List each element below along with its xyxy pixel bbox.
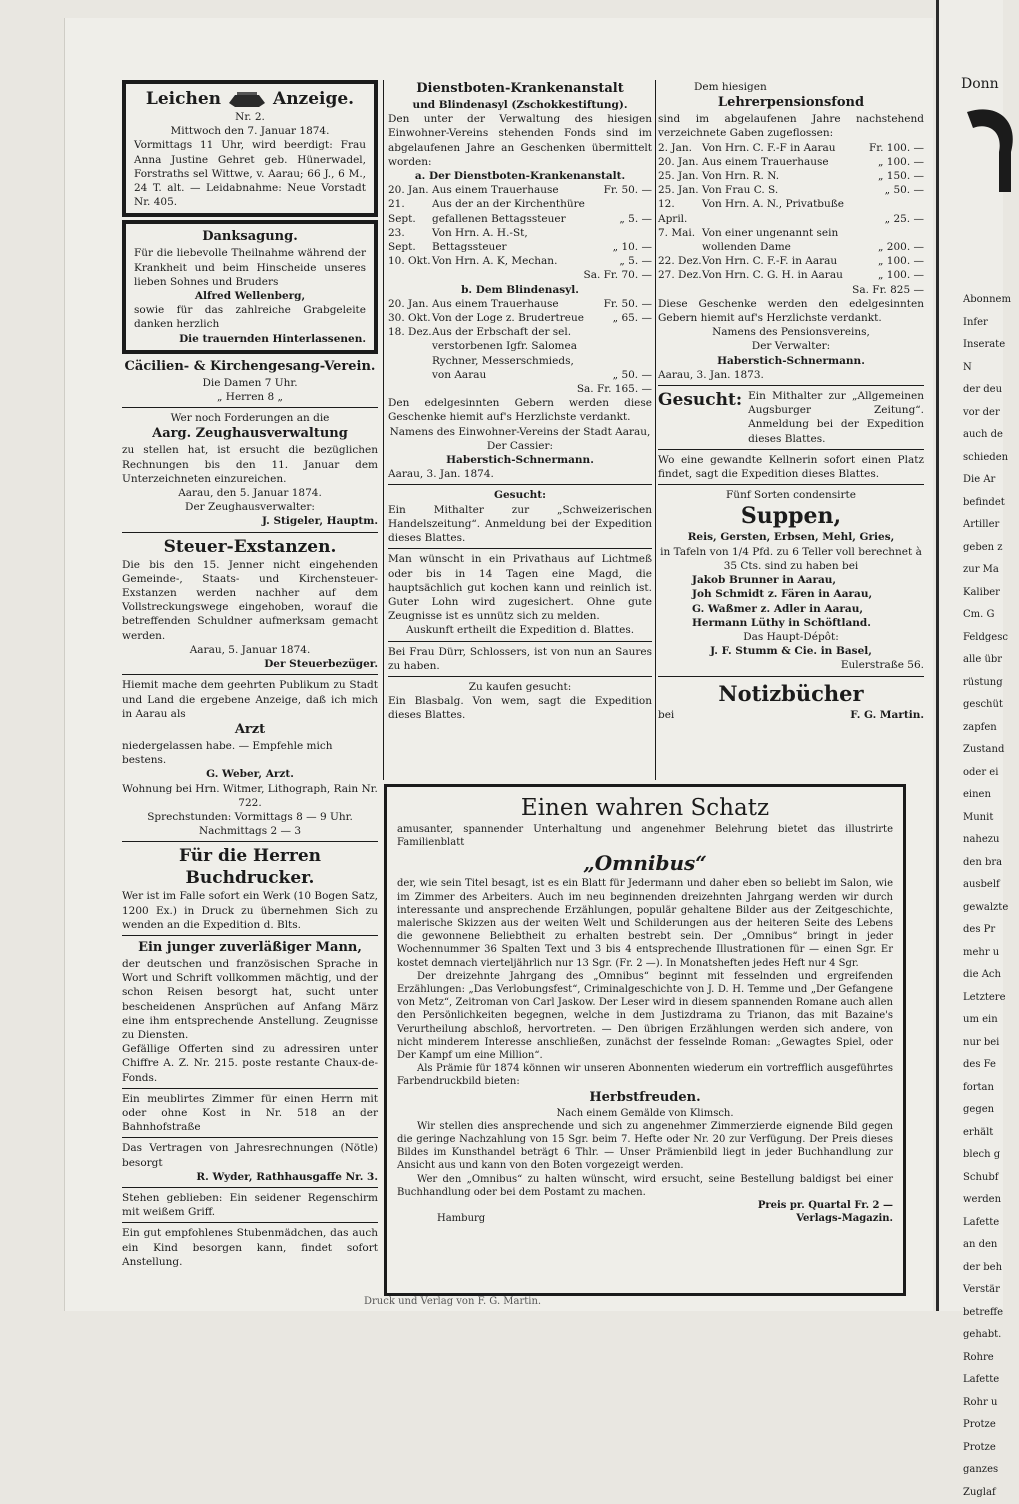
next-page-line: gegen — [963, 1099, 1003, 1122]
next-page-line: fortan — [963, 1077, 1003, 1100]
omnibus-ad — [384, 784, 906, 1296]
zeughaus-intro: Wer noch Forderungen an die — [122, 411, 378, 425]
leichen-title-left: Leichen — [146, 88, 221, 110]
danksagung-body2: sowie für das zahlreiche Grabgeleite danken herzlich — [134, 303, 366, 331]
mann-title: Ein junger zuverläßiger Mann, — [122, 939, 378, 957]
donation-row — [658, 197, 924, 225]
donation-text: Von Hrn. A. H.-St, Bettagssteuer — [432, 226, 586, 254]
donation-amount: „ 5. — — [586, 254, 652, 268]
seller-line: G. Waßmer z. Adler in Aarau, — [692, 602, 924, 616]
donation-row — [658, 254, 924, 268]
next-page-line: Rohre — [963, 1347, 1003, 1370]
donation-date: 20. Jan. — [388, 297, 432, 311]
next-page-line: Munit — [963, 807, 1003, 830]
vertragen-sig: R. Wyder, Rathhausgaffe Nr. 3. — [122, 1170, 378, 1184]
buchdrucker-title: Für die Herren Buchdrucker. — [122, 845, 378, 889]
donation-amount: „ 10. — — [586, 240, 652, 254]
donation-text: Von Hrn. A. N., Privatbuße — [702, 197, 858, 225]
zeughaus-title: Aarg. Zeughausverwaltung — [122, 425, 378, 443]
next-page-line: gewalzte — [963, 897, 1003, 920]
magd-info: Auskunft ertheilt die Expedition d. Blattes. — [388, 623, 652, 637]
leichen-date: Mittwoch den 7. Januar 1874. — [134, 124, 366, 138]
zeughaus-date: Aarau, den 5. Januar 1874. — [122, 486, 378, 500]
omnibus-p4: Wir stellen dies ansprechende und sich zu angenehmer Zimmerzierde eignende Bild gegen die geringe Nachzahlung von 15 Sgr. beim 7. Hefte oder Nr. 20 zur Verfügung. Der Preis dieses Bildes im Kunsthandel beträgt 6 Thlr. — Unser Prämienbild liegt in jeder Buchhandlung zur Ansicht aus und kann von den Boten vorgezeigt werden. — [397, 1120, 893, 1173]
donation-row — [658, 268, 924, 282]
donation-date: 2. Jan. — [658, 141, 702, 155]
next-page-line: Verstär — [963, 1279, 1003, 1302]
next-page-line: Die Ar — [963, 469, 1003, 492]
donation-row — [658, 141, 924, 155]
dienst-title: Dienstboten-Krankenanstalt — [388, 80, 652, 98]
buchdrucker-body: Wer ist im Falle sofort ein Werk (10 Bogen Satz, 1200 Ex.) in Druck zu übernehmen Sich zu wenden an die Expedition d. Blts. — [122, 889, 378, 932]
donation-text: Von Frau C. S. — [702, 183, 858, 197]
arzt-title: Arzt — [122, 721, 378, 739]
omnibus-publisher: Verlags-Magazin. — [796, 1212, 893, 1225]
steuer-sig: Der Steuerbezüger. — [122, 657, 378, 671]
dienst-date: Aarau, 3. Jan. 1874. — [388, 467, 652, 481]
divider — [658, 484, 924, 485]
donation-text: Von Hrn. R. N. — [702, 169, 858, 183]
stube-ad: Ein gut empfohlenes Stubenmädchen, das auch ein Kind besorgen kann, findet sofort Anstellung. — [122, 1226, 378, 1269]
next-page-line: schieden — [963, 447, 1003, 470]
divider — [122, 532, 378, 533]
schirm-ad: Stehen geblieben: Ein seidener Regenschirm mit weißem Griff. — [122, 1191, 378, 1219]
donation-date: 22. Dez. — [658, 254, 702, 268]
gesucht-title: Gesucht: — [658, 389, 742, 411]
donation-amount: „ 200. — — [858, 240, 924, 254]
next-page-line: Feldgesc — [963, 627, 1003, 650]
next-page-line: Lafette — [963, 1369, 1003, 1392]
column-3 — [658, 80, 924, 722]
omnibus-intro: amusanter, spannender Unterhaltung und angenehmer Belehrung bietet das illustrirte Familienblatt — [397, 823, 893, 849]
omnibus-price: Preis pr. Quartal Fr. 2 — — [397, 1199, 893, 1212]
next-page-line: an den — [963, 1234, 1003, 1257]
suppen-depot-name: J. F. Stumm & Cie. in Basel, — [658, 644, 924, 658]
mann-body: der deutschen und französischen Sprache in Wort und Schrift vollkommen mächtig, und der schon Reisen besorgt hat, sucht unter bescheidenen Ansprüchen auf Anfang März eine ihm entsprechende Anstellung. Zeugnisse zu Diensten. — [122, 957, 378, 1042]
donation-date: 21. Sept. — [388, 197, 432, 225]
next-page-line: auch de — [963, 424, 1003, 447]
donation-text: Von Hrn. C. F.-F in Aarau — [702, 141, 858, 155]
dienst-sig1: Namens des Einwohner-Vereins der Stadt Aarau, — [388, 425, 652, 439]
donation-row — [388, 183, 652, 197]
caecilien-line1: Die Damen 7 Uhr. — [122, 376, 378, 390]
next-page-line: Zuglaf — [963, 1482, 1003, 1504]
dienst-list-a — [388, 183, 652, 268]
notiz-pre: bei — [658, 708, 674, 722]
divider — [658, 449, 924, 450]
donation-row — [388, 325, 652, 382]
arzt-body2: niedergelassen habe. — Empfehle mich bestens. — [122, 739, 378, 767]
donation-amount: „ 100. — — [858, 254, 924, 268]
donation-row — [388, 311, 652, 325]
next-page-line: erhält — [963, 1122, 1003, 1145]
next-page-fragment — [936, 0, 1003, 1311]
steuer-date: Aarau, 5. Januar 1874. — [122, 643, 378, 657]
next-page-line: befindet — [963, 492, 1003, 515]
leichen-number: Nr. 2. — [134, 110, 366, 124]
divider — [658, 385, 924, 386]
next-page-line: der beh — [963, 1257, 1003, 1280]
dienst-thanks: Den edelgesinnten Gebern werden diese Geschenke hiemit auf's Herzlichste verdankt. — [388, 396, 652, 424]
next-page-line: Kaliber — [963, 582, 1003, 605]
donation-text: Von Hrn. A. K, Mechan. — [432, 254, 586, 268]
next-page-line: Inserate — [963, 334, 1003, 357]
divider — [122, 1088, 378, 1089]
dienst-sum-b: Sa. Fr. 165. — — [388, 382, 652, 396]
donation-text: Von der Loge z. Brudertreue — [432, 311, 586, 325]
divider — [122, 935, 378, 936]
donation-text: Aus der an der Kirchenthüre gefallenen Bettagssteuer — [432, 197, 586, 225]
coffin-icon — [227, 89, 267, 109]
dienst-sum-a: Sa. Fr. 70. — — [388, 268, 652, 282]
donation-row — [388, 297, 652, 311]
next-page-line: vor der — [963, 402, 1003, 425]
danksagung-name: Alfred Wellenberg, — [134, 289, 366, 303]
next-page-line: mehr u — [963, 942, 1003, 965]
donation-amount: Fr. 50. — — [586, 297, 652, 311]
divider — [122, 841, 378, 842]
donation-date: 27. Dez. — [658, 268, 702, 282]
donation-amount: „ 25. — — [858, 212, 924, 226]
next-page-line: blech g — [963, 1144, 1003, 1167]
donation-date: 20. Jan. — [658, 155, 702, 169]
donation-amount: „ 150. — — [858, 169, 924, 183]
donation-amount: „ 5. — — [586, 212, 652, 226]
saures-ad: Bei Frau Dürr, Schlossers, ist von nun an Saures zu haben. — [388, 645, 652, 673]
gesucht-ad — [658, 389, 924, 446]
arzt-address: Wohnung bei Hrn. Witmer, Lithograph, Rain Nr. 722. — [122, 782, 378, 810]
zeughaus-sig: J. Stigeler, Hauptm. — [122, 514, 378, 528]
masthead-fragment — [939, 92, 1003, 219]
suppen-depot: Das Haupt-Dépôt: — [658, 630, 924, 644]
donation-text: Aus der Erbschaft der sel. verstorbenen Igfr. Salomea Rychner, Messerschmieds, von Aarau — [432, 325, 586, 382]
steuer-title: Steuer-Exstanzen. — [122, 536, 378, 558]
next-page-line: die Ach — [963, 964, 1003, 987]
next-page-line: Cm. G — [963, 604, 1003, 627]
donation-date: 25. Jan. — [658, 183, 702, 197]
next-page-line: nur bei — [963, 1032, 1003, 1055]
lehrer-sum: Sa. Fr. 825 — — [658, 283, 924, 297]
dienst-list-b — [388, 297, 652, 382]
divider — [122, 1137, 378, 1138]
omnibus-head: Einen wahren Schatz — [397, 793, 893, 823]
donation-row — [658, 226, 924, 254]
donation-row — [388, 254, 652, 268]
column-rule — [655, 80, 656, 780]
next-page-line: Protze — [963, 1437, 1003, 1460]
lehrer-list — [658, 141, 924, 283]
leichen-body: Vormittags 11 Uhr, wird beerdigt: Frau Anna Justine Gehret geb. Hünerwadel, Forstraths sel Wittwe, v. Aarau; 66 J., 6 M., 24 T. alt. — Leidabnahme: Neue Vorstadt Nr. 405. — [134, 138, 366, 209]
divider — [388, 484, 652, 485]
divider — [122, 674, 378, 675]
donation-amount: „ 65. — — [586, 311, 652, 325]
suppen-sellers — [658, 573, 924, 630]
magd-body: Man wünscht in ein Privathaus auf Lichtmeß oder bis in 14 Tagen eine Magd, die hauptsächlich gut kochen kann und reinlich ist. Guter Lohn wird zugesichert. Ohne gute Zeugnisse ist es unnütz sich zu melden. — [388, 552, 652, 623]
danksagung-title: Danksagung. — [134, 228, 366, 246]
omnibus-p3: Als Prämie für 1874 können wir unseren Abonnenten wiederum ein vortrefflich ausgeführtes Farbendruckbild bieten: — [397, 1062, 893, 1088]
lehrer-date: Aarau, 3. Jan. 1873. — [658, 368, 924, 382]
lehrer-sig2: Der Verwalter: — [658, 339, 924, 353]
divider — [388, 641, 652, 642]
next-page-line: zur Ma — [963, 559, 1003, 582]
suppen-sub: Reis, Gersten, Erbsen, Mehl, Gries, — [658, 530, 924, 544]
arzt-hours: Sprechstunden: Vormittags 8 — 9 Uhr. Nachmittags 2 — 3 — [122, 810, 378, 838]
donation-date: 30. Okt. — [388, 311, 432, 325]
donation-amount: „ 50. — — [586, 368, 652, 382]
donation-row — [658, 155, 924, 169]
donation-date: 20. Jan. — [388, 183, 432, 197]
next-page-head: Donn — [939, 0, 1003, 92]
next-page-line: Infer — [963, 312, 1003, 335]
suppen-intro: Fünf Sorten condensirte — [658, 488, 924, 502]
omnibus-p5: Wer den „Omnibus“ zu halten wünscht, wird ersucht, seine Bestellung baldigst bei einer Buchhandlung oder bei dem Postamt zu machen. — [397, 1173, 893, 1199]
next-page-line: Abonnem — [963, 289, 1003, 312]
divider — [122, 407, 378, 408]
imprint: Druck und Verlag von F. G. Martin. — [364, 1296, 541, 1307]
donation-text: Von einer ungenannt sein wollenden Dame — [702, 226, 858, 254]
next-page-line: den bra — [963, 852, 1003, 875]
next-page-line: N — [963, 357, 1003, 380]
donation-amount: „ 50. — — [858, 183, 924, 197]
blasbalg-title: Zu kaufen gesucht: — [388, 680, 652, 694]
donation-date: 18. Dez. — [388, 325, 432, 382]
column-1 — [122, 80, 378, 1269]
column-rule — [383, 80, 384, 780]
next-page-line: Rohr u — [963, 1392, 1003, 1415]
dienst-sec-b: b. Dem Blindenasyl. — [388, 283, 652, 297]
lehrer-thanks: Diese Geschenke werden den edelgesinnten Gebern hiemit auf's Herzlichste verdankt. — [658, 297, 924, 325]
blasbalg-body: Ein Blasbalg. Von wem, sagt die Expedition dieses Blattes. — [388, 694, 652, 722]
next-page-line: zapfen — [963, 717, 1003, 740]
gesucht-title: Gesucht: — [388, 488, 652, 502]
donation-amount: Fr. 50. — — [586, 183, 652, 197]
omnibus-premium: Herbstfreuden. — [397, 1089, 893, 1107]
gesucht-body: Ein Mithalter zur „Schweizerischen Handelszeitung“. Anmeldung bei der Expedition dieses Blattes. — [388, 503, 652, 546]
donation-row — [658, 183, 924, 197]
divider — [122, 1187, 378, 1188]
donation-amount: „ 100. — — [858, 155, 924, 169]
divider — [122, 1222, 378, 1223]
omnibus-p1: der, wie sein Titel besagt, ist es ein Blatt für Jedermann und daher eben so beliebt im Salon, wie im Zimmer des Arbeiters. Auch im neu beginnenden dreizehnten Jahrgang werden wir durch interessante und ansprechende Erzählungen, populär gehaltene Bilder aus der Zeitgeschichte, malerische Skizzen aus der weiten Welt und Schilderungen aus der heiteren Seite des Lebens die gewonnene Beliebtheit zu erhalten bestrebt sein. Der „Omnibus“ bringt in jeder Wochennummer 36 Spalten Text und 3 bis 4 entsprechende Illustrationen für — einen Sgr. Er kostet demnach vierteljährlich nur 13 Sgr. (Fr. 2 —). In Monatsheften jedes Heft nur 4 Sgr. — [397, 877, 893, 969]
donation-date: 23. Sept. — [388, 226, 432, 254]
danksagung-sig: Die trauernden Hinterlassenen. — [134, 332, 366, 346]
donation-text: Aus einem Trauerhause — [432, 297, 586, 311]
divider — [388, 548, 652, 549]
column-2 — [388, 80, 652, 723]
caecilien-title: Cäcilien- & Kirchengesang-Verein. — [122, 358, 378, 376]
divider — [658, 676, 924, 677]
zeughaus-body: zu stellen hat, ist ersucht die bezüglichen Rechnungen bis den 11. Januar dem Unterzeichneten einzureichen. — [122, 443, 378, 486]
next-page-line: ausbelf — [963, 874, 1003, 897]
omnibus-title: „Omnibus“ — [397, 849, 893, 877]
leichen-title-right: Anzeige. — [273, 88, 354, 110]
next-page-line: rüstung — [963, 672, 1003, 695]
seller-line: Hermann Lüthy in Schöftland. — [692, 616, 924, 630]
vertragen-body: Das Vertragen von Jahresrechnungen (Nötle) besorgt — [122, 1141, 378, 1169]
donation-amount: Fr. 100. — — [858, 141, 924, 155]
lehrer-intro: Dem hiesigen — [658, 80, 924, 94]
donation-row — [388, 197, 652, 225]
lehrer-sig1: Namens des Pensionsvereins, — [658, 325, 924, 339]
dienst-subtitle: und Blindenasyl (Zschokkestiftung). — [388, 98, 652, 112]
divider — [388, 676, 652, 677]
next-page-line: geben z — [963, 537, 1003, 560]
donation-text: Aus einem Trauerhause — [432, 183, 586, 197]
leichen-anzeige — [122, 80, 378, 217]
suppen-depot-addr: Eulerstraße 56. — [658, 658, 924, 672]
danksagung — [122, 220, 378, 353]
notiz-line — [658, 708, 924, 722]
donation-row — [658, 169, 924, 183]
next-page-line: einen — [963, 784, 1003, 807]
next-page-line: Lafette — [963, 1212, 1003, 1235]
next-page-lines — [939, 289, 1003, 1504]
next-page-line: Zustand — [963, 739, 1003, 762]
next-page-line: geschüt — [963, 694, 1003, 717]
next-page-line: Letztere — [963, 987, 1003, 1010]
seller-line: Jakob Brunner in Aarau, — [692, 573, 924, 587]
next-page-line: des Fe — [963, 1054, 1003, 1077]
dienst-sec-a: a. Der Dienstboten-Krankenanstalt. — [388, 169, 652, 183]
omnibus-sign — [397, 1212, 893, 1225]
arzt-body: Hiemit mache dem geehrten Publikum zu Stadt und Land die ergebene Anzeige, daß ich mich in Aarau als — [122, 678, 378, 721]
next-page-line: nahezu — [963, 829, 1003, 852]
donation-text: Von Hrn. C. F.-F. in Aarau — [702, 254, 858, 268]
donation-text: Von Hrn. C. G. H. in Aarau — [702, 268, 858, 282]
next-page-line: alle übr — [963, 649, 1003, 672]
steuer-body: Die bis den 15. Jenner nicht eingehenden Gemeinde-, Staats- und Kirchensteuer-Exstanzen werden nachher auf dem Vollstreckungswege eingehoben, worauf die betreffenden Schuldner aufmerksam gemacht werden. — [122, 558, 378, 643]
zeughaus-role: Der Zeughausverwalter: — [122, 500, 378, 514]
donation-date: 25. Jan. — [658, 169, 702, 183]
dienst-intro: Den unter der Verwaltung des hiesigen Einwohner-Vereins stehenden Fonds sind im abgelaufenen Jahre an Geschenken übermittelt worden: — [388, 112, 652, 169]
next-page-line: um ein — [963, 1009, 1003, 1032]
next-page-line: des Pr — [963, 919, 1003, 942]
donation-date: 10. Okt. — [388, 254, 432, 268]
donation-date: 7. Mai. — [658, 226, 702, 254]
lehrer-sig3: Haberstich-Schnermann. — [658, 354, 924, 368]
next-page-line: ganzes — [963, 1459, 1003, 1482]
notiz-sig: F. G. Martin. — [850, 708, 924, 722]
lehrer-intro2: sind im abgelaufenen Jahre nachstehend verzeichnete Gaben zugeflossen: — [658, 112, 924, 140]
dienst-sig2: Der Cassier: — [388, 439, 652, 453]
mann-body2: Gefällige Offerten sind zu adressiren unter Chiffre A. Z. Nr. 215. poste restante Chaux-de-Fonds. — [122, 1042, 378, 1085]
suppen-body: in Tafeln von 1/4 Pfd. zu 6 Teller voll berechnet à 35 Cts. sind zu haben bei — [658, 545, 924, 573]
arzt-sig: G. Weber, Arzt. — [122, 767, 378, 781]
next-page-line: werden — [963, 1189, 1003, 1212]
zimmer-ad: Ein meublirtes Zimmer für einen Herrn mit oder ohne Kost in Nr. 518 an der Bahnhofstraße — [122, 1092, 378, 1135]
next-page-line: betreffe — [963, 1302, 1003, 1325]
danksagung-body: Für die liebevolle Theilnahme während der Krankheit und beim Hinscheide unseres lieben Sohnes und Bruders — [134, 246, 366, 289]
next-page-line: Schubf — [963, 1167, 1003, 1190]
notiz-title: Notizbücher — [658, 680, 924, 708]
seller-line: Joh Schmidt z. Fären in Aarau, — [692, 587, 924, 601]
next-page-line: gehabt. — [963, 1324, 1003, 1347]
donation-row — [388, 226, 652, 254]
omnibus-place: Hamburg — [397, 1212, 485, 1225]
next-page-line: oder ei — [963, 762, 1003, 785]
omnibus-p2: Der dreizehnte Jahrgang des „Omnibus“ beginnt mit fesselnden und ergreifenden Erzählungen: „Das Verlobungsfest“, Criminalgeschichte von J. D. H. Temme und „Der Gefangene von Metz“, Zeitroman von Carl Jaskow. Der Leser wird in diesem spannenden Romane auch allen den Persönlichkeiten begegnen, welche in dem Justizdrama zu Trianon, das mit Bazaine's Verurtheilung abschloß, hervortreten. — Den übrigen Erzählungen werden sich andere, von nicht minderem Interesse anschließen, zunächst der fesselnde Roman: „Gewagtes Spiel, oder Der Kampf um eine Million“. — [397, 970, 893, 1062]
donation-amount: „ 100. — — [858, 268, 924, 282]
omnibus-premium-sub: Nach einem Gemälde von Klimsch. — [397, 1107, 893, 1120]
donation-text: Aus einem Trauerhause — [702, 155, 858, 169]
lehrer-title: Lehrerpensionsfond — [658, 94, 924, 112]
gesucht-body: Ein Mithalter zur „Allgemeinen Augsburger Zeitung“. Anmeldung bei der Expedition dieses Blattes. — [748, 389, 924, 446]
dienst-sig3: Haberstich-Schnermann. — [388, 453, 652, 467]
kellnerin-ad: Wo eine gewandte Kellnerin sofort einen Platz findet, sagt die Expedition dieses Blattes. — [658, 453, 924, 481]
caecilien-line2: „ Herren 8 „ — [122, 390, 378, 404]
next-page-line: Artiller — [963, 514, 1003, 537]
donation-date: 12. April. — [658, 197, 702, 225]
next-page-line: der deu — [963, 379, 1003, 402]
next-page-line: Protze — [963, 1414, 1003, 1437]
suppen-title: Suppen, — [658, 502, 924, 530]
